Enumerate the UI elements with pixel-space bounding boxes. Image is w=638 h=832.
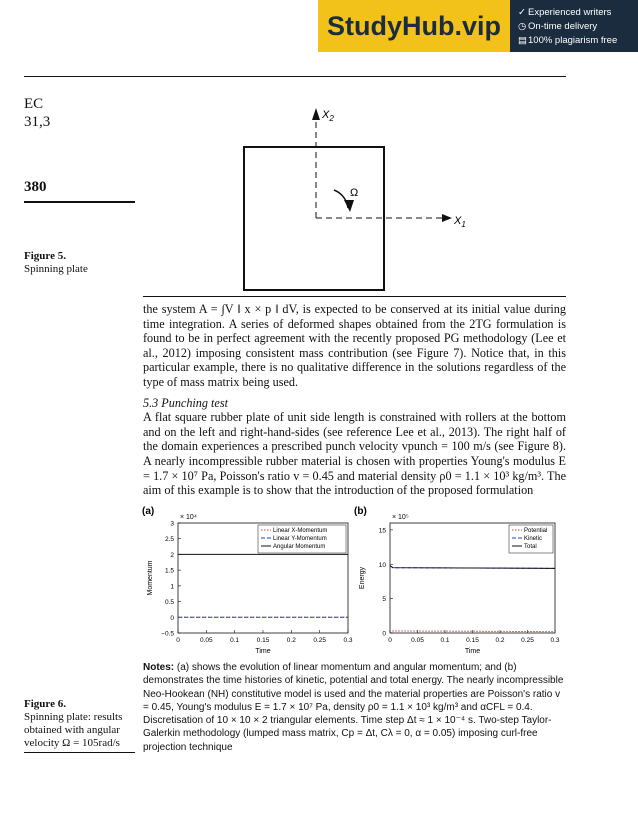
y-tick-label: 5: [382, 596, 386, 604]
exponent-label: × 10⁴: [180, 514, 197, 521]
page-number: 380: [24, 179, 47, 195]
page-number-rule: [24, 201, 135, 203]
document-icon: ▤: [518, 35, 527, 46]
figure6-label-rule: [24, 752, 135, 753]
y-tick-label: 1.5: [164, 567, 174, 575]
y-tick-label: 10: [378, 561, 386, 569]
panel-label: (a): [142, 506, 155, 517]
section-heading: 5.3 Punching test: [143, 395, 228, 410]
paragraph: the system A = ∫V ‖ x × p ‖ dV, is expected to be conserved at its initial value during time integration. A series of deformed shapes obtained from the 2TG formulation is found to be in perfect agreement with the recently proposed PG methodology (Lee et al., 2012) imposing consistent mass contribution (see Figure 7). Notice that, in this particular example, there is no qualitative difference in the solutions regardless of the type of mass matrix being used.: [143, 302, 566, 389]
y-tick-label: 0: [382, 630, 386, 638]
feature-item: ✓ Experienced writers: [518, 7, 612, 18]
x-axis-label: Time: [464, 648, 481, 655]
check-icon: ✓: [518, 7, 526, 18]
header-rule: [24, 76, 566, 77]
x-tick-label: 0.25: [521, 637, 534, 644]
x1-label: $X_1$: [454, 215, 466, 229]
omega-label: Ω: [350, 187, 359, 199]
rotation-arrowhead-icon: [344, 200, 354, 212]
x-tick-label: 0.15: [466, 637, 479, 644]
y-tick-label: 2: [170, 551, 174, 559]
studyhub-logo[interactable]: StudyHub.vip: [318, 0, 510, 52]
legend-label: Total: [524, 544, 537, 550]
x-tick-label: 0.05: [200, 637, 213, 644]
y-tick-label: 0.5: [164, 599, 174, 607]
legend-label: Angular Momentum: [273, 544, 326, 550]
legend-label: Linear X-Momentum: [273, 528, 328, 534]
x-tick-label: 0.1: [440, 637, 450, 644]
x-axis-label: Time: [255, 648, 271, 655]
x-tick-label: 0.3: [343, 637, 353, 644]
clock-icon: ◷: [518, 21, 527, 32]
x-tick-label: 0: [388, 637, 392, 644]
legend-label: Potential: [524, 528, 548, 534]
x-tick-label: 0.3: [550, 637, 560, 644]
y-tick-label: 2.5: [164, 536, 174, 544]
plate-square: [244, 147, 384, 290]
x1-arrow-icon: [442, 214, 452, 222]
exponent-label: × 10⁵: [392, 514, 409, 521]
y-axis-label: Energy: [359, 566, 366, 590]
journal-ref: EC 31,3: [24, 96, 51, 130]
feature-item: ▤100% plagiarism free: [518, 35, 618, 46]
body-top-rule: [143, 296, 566, 297]
y-tick-label: 15: [378, 527, 386, 535]
rotation-arrow-icon: [334, 190, 348, 208]
figure6-label: Figure 6. Spinning plate: results obtained with angular velocity Ω = 105rad/s: [24, 698, 123, 749]
y-tick-label: 1: [170, 583, 174, 591]
x2-label: $X_2$: [322, 109, 334, 123]
legend-label: Kinetic: [524, 536, 543, 542]
advert-banner[interactable]: [318, 0, 638, 52]
body-text: [143, 302, 566, 498]
y-tick-label: −0.5: [161, 630, 174, 638]
x-tick-label: 0: [176, 637, 180, 644]
x-tick-label: 0.1: [230, 637, 240, 644]
y-axis-label: Momentum: [147, 560, 154, 596]
x-tick-label: 0.2: [286, 637, 296, 644]
figure5-diagram: [230, 100, 490, 300]
figure5-label: Figure 5. Spinning plate: [24, 250, 88, 275]
y-tick-label: 0: [170, 614, 174, 622]
panel-label: (b): [354, 506, 367, 517]
x-tick-label: 0.2: [495, 637, 505, 644]
y-tick-label: 3: [170, 520, 174, 528]
x-tick-label: 0.25: [313, 637, 326, 644]
x-tick-label: 0.15: [256, 637, 270, 644]
x2-arrow-icon: [312, 108, 320, 120]
x-tick-label: 0.05: [411, 637, 424, 644]
figure6-notes: Notes: (a) shows the evolution of linear momentum and angular momentum; and (b) demonstrates the time histories of kinetic, potential and total energy. The nearly incompressible Neo-Hookean (NH) constitutive model is used and the material properties are Poisson's ratio v = 0.45, Young's modulus E = 1.7 × 10⁷ Pa, density ρ0 = 1.1 × 10³ kg/m³ and αCFL = 0.4. Discretisation of 10 × 10 × 2 triangular elements. Time step Δt ≈ 1 × 10⁻⁴ s. Two-step Taylor-Galerkin methodology (lumped mass matrix, Cp = Δt, Cλ = 0, α = 0.05) imposing curl-free projection technique: [143, 662, 564, 753]
paragraph: A flat square rubber plate of unit side length is constrained with rollers at the bottom and on the left and right-hand-sides (see reference Lee et al., 2013). The right half of the domain experiences a prescribed punch velocity vpunch = 100 m/s (see Figure 8). A nearly incompressible rubber material is chosen with properties Young's modulus E = 1.7 × 10⁷ Pa, Poisson's ratio v = 0.45 and material density ρ0 = 1.1 × 10³ kg/m³. The aim of this example is to show that the introduction of the proposed formulation: [143, 410, 566, 498]
feature-item: ◷ On-time delivery: [518, 21, 598, 32]
series-line: [390, 566, 555, 569]
legend-label: Linear Y-Momentum: [273, 536, 327, 542]
figure6-charts: [140, 503, 570, 659]
feature-list: [518, 6, 617, 48]
